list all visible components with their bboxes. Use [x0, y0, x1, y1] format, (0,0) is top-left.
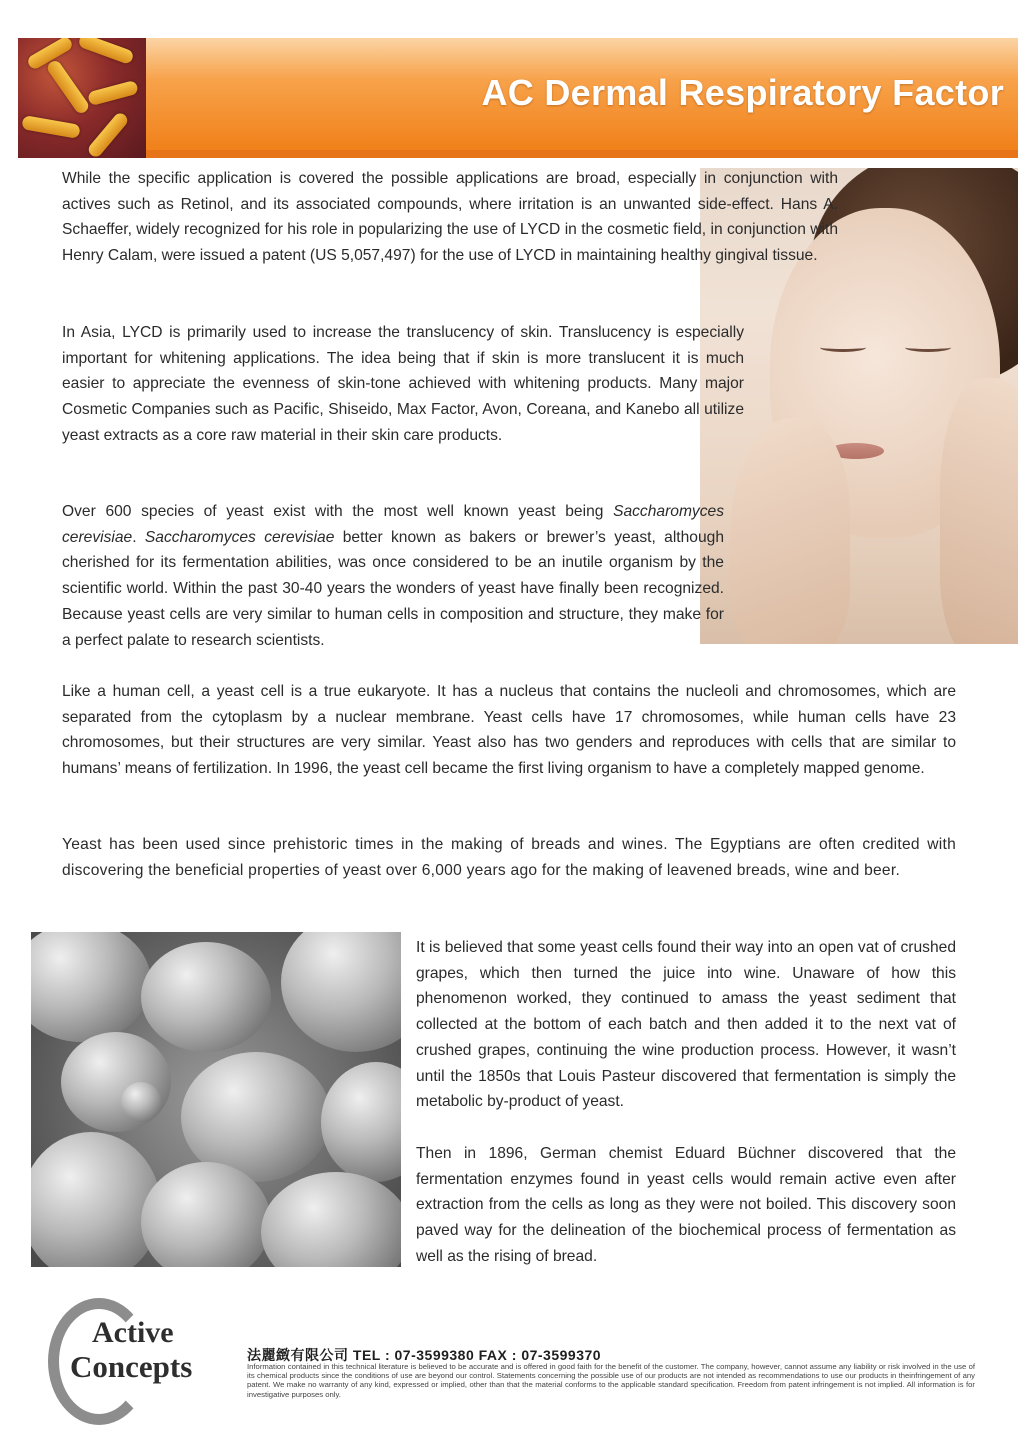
header-underline — [18, 150, 1018, 158]
paragraph-buchner: Then in 1896, German chemist Eduard Büchner discovered that the fermentation enzymes found in yeast cells would remain active even after extraction from the cells as long as they were not boiled. This discovery soon paved way for the delineation of the biochemical process of fermentation as well as the rising of bread. — [416, 1145, 956, 1265]
yeast-microscope-image — [31, 932, 401, 1267]
company-contact: 法麗緻有限公司 TEL : 07-3599380 FAX : 07-3599370 — [247, 1347, 602, 1363]
paragraph-species: Over 600 species of yeast exist with the most well known yeast being Saccharomyces cerevisiae. Saccharomyces cerevisiae better known as bakers or brewer’s yeast, although cherished for its fermentation abilities, was once considered to be an inutile organism by the scientific world. Within the past 30-40 years the wonders of yeast have finally been recognized. Because yeast cells are very similar to human cells in composition and structure, they make for a perfect palate to research scientists. — [62, 503, 725, 649]
logo-text-concepts: Concepts — [70, 1349, 193, 1384]
bacteria-image — [18, 38, 146, 158]
paragraph-history: Yeast has been used since prehistoric times in the making of breads and wines. The Egyptians are often credited with discovering the beneficial properties of yeast over 6,000 years ago for the making of leavened breads, wine and beer. — [62, 836, 956, 879]
page-title: AC Dermal Respiratory Factor — [481, 72, 1004, 113]
paragraph-applications: While the specific application is covered the possible applications are broad, especially in conjunction with actives such as Retinol, and its associated compounds, where irritation is an unwanted side-effect. Hans A. Schaeffer, widely recognized for his role in popularizing the use of LYCD in the cosmetic field, in conjunction with Henry Calam, were issued a patent (US 5,057,497) for the use of LYCD in maintaining healthy gingival tissue. — [62, 170, 838, 265]
paragraph-wine: It is believed that some yeast cells found their way into an open vat of crushed grapes, which then turned the juice into wine. Unaware of how this phenomenon worked, they continued to amass the yeast sediment that collected at the bottom of each batch and then added it to the next vat of crushed grapes, continuing the wine production process. However, it wasn’t until the 1850s that Louis Pasteur discovered that fermentation is simply the metabolic by-product of yeast. — [416, 939, 956, 1111]
logo-text-active: Active — [92, 1316, 174, 1349]
paragraph-eukaryote: Like a human cell, a yeast cell is a true eukaryote. It has a nucleus that contains the nucleoli and chromosomes, which are separated from the cytoplasm by a nuclear membrane. Yeast cells have 17 chromosomes, while human cells have 23 chromosomes, but their structures are very similar. Yeast also has two genders and reproduces with cells that are similar to humans’ means of fertilization. In 1996, the yeast cell became the first living organism to have a completely mapped genome. — [62, 683, 956, 778]
disclaimer-text: Information contained in this technical literature is believed to be accurate and is offered in good faith for the benefit of the customer. The company, however, cannot assume any liability or risk involved in the use of its chemical products since the conditions of use are beyond our control. Statements concerning the possible use of our products are not intended as recommendations to use our products in theinfringement of any patent. We make no warranty of any kind, expressed or implied, other than that the material conforms to the applicable standard specification. Freedom from patent infringement is not implied. All information is for investigative purposes only. — [247, 1362, 975, 1399]
paragraph-asia: In Asia, LYCD is primarily used to increase the translucency of skin. Translucency is especially important for whitening applications. The idea being that if skin is more translucent it is much easier to appreciate the evenness of skin-tone achieved with whitening products. Many major Cosmetic Companies such as Pacific, Shiseido, Max Factor, Avon, Coreana, and Kanebo all utilize yeast extracts as a core raw material in their skin care products. — [62, 324, 744, 444]
